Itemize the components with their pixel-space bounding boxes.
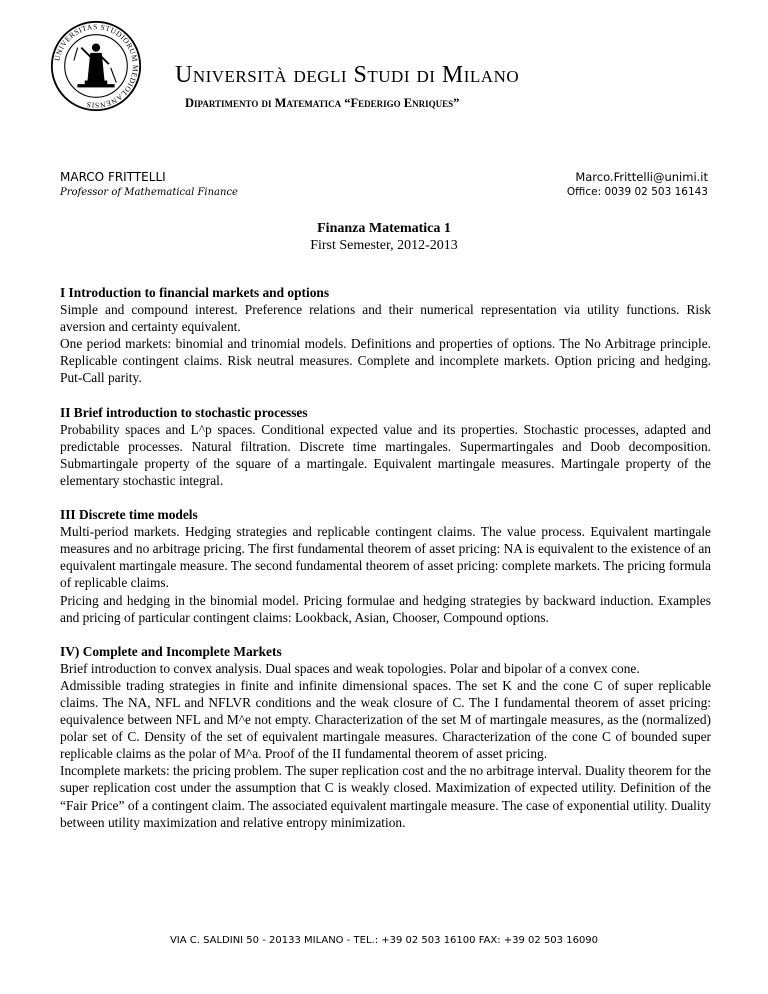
professor-name: MARCO FRITTELLI [60,170,166,184]
section-paragraph: Probability spaces and L^p spaces. Conditional expected value and its properties. Stochastic processes, adapted and predictable processes. Natural filtration. Discrete time martingales. Supermartingales and Doob decomposition. Submartingale property of the square of a martingale. Equivalent martingale measures. Martingale property of the elementary stochastic integral. [60,421,711,488]
department-name: Dipartimento di Matematica “Federigo Enriques” [185,96,460,110]
section-paragraph: Brief introduction to convex analysis. Dual spaces and weak topologies. Polar and bipolar of a convex cone. [60,660,640,676]
course-title: Finanza Matematica 1 [317,221,451,236]
section-paragraph: Multi-period markets. Hedging strategies and replicable contingent claims. The value process. Equivalent martingale measures and no arbitrage pricing. The first fundamental theorem of asset pricing: NA is equivalent to the existence of an equivalent martingale measure. The second fundamental theorem of asset pricing: complete markets. The pricing formula of replicable claims. [60,524,711,591]
section-heading: IV) Complete and Incomplete Markets [60,643,282,659]
section-paragraph: Simple and compound interest. Preference relations and their numerical representation via utility functions. Risk aversion and certainty equivalent. [60,302,711,335]
university-name: Università degli Studi di Milano [175,62,520,88]
section-paragraph: One period markets: binomial and trinomial models. Definitions and properties of options. The No Arbitrage principle. Replicable contingent claims. Risk neutral measures. Complete and incomplete markets. Option pricing and hedging. Put-Call parity. [60,336,711,386]
section-complete-incomplete-markets [60,643,711,831]
section-heading: I Introduction to financial markets and options [60,285,330,300]
course-semester: First Semester, 2012-2013 [310,238,458,253]
section-heading: III Discrete time models [60,507,198,523]
university-seal-icon [50,20,142,112]
section-paragraph: Pricing and hedging in the binomial model. Pricing formulae and hedging strategies by backward induction. Examples and pricing of particular contingent claims: Lookback, Asian, Chooser, Compound options. [60,592,711,625]
section-paragraph: Admissible trading strategies in finite and infinite dimensional spaces. The set K and the cone C of super replicable claims. The NA, NFL and NFLVR conditions and the weak closure of C. The I fundamental theorem of asset pricing: equivalence between NFL and M^e not empty. Characterization of the set M of martingale measures, as the (normalized) polar set of C. Density of the set of equivalent martingale measures. Characterization of the cone C of bounded super replicable claims as the polar of M^a. Proof of the II fundamental theorem of asset pricing. [60,677,711,762]
syllabus-content [60,284,711,848]
seal-text: UNIVERSITAS STUDIORUM MEDIOLANENSIS [52,22,140,110]
footer-address: VIA C. SALDINI 50 - 20133 MILANO - TEL.: +39 02 503 16100 FAX: +39 02 503 16090 [169,935,599,946]
office-phone: Office: 0039 02 503 16143 [566,186,708,198]
email-address: Marco.Frittelli@unimi.it [575,170,708,184]
section-heading: II Brief introduction to stochastic processes [60,404,308,420]
section-introduction [60,284,711,387]
section-stochastic-processes [60,404,711,489]
professor-title: Professor of Mathematical Finance [60,187,238,198]
section-discrete-time-models [60,506,711,626]
section-paragraph: Incomplete markets: the pricing problem. The super replication cost and the no arbitrage interval. Duality theorem for the super replication cost under the assumption that C is weakly closed. Maximization of expected utility. Definition of the “Fair Price” of a contingent claim. The associated equivalent martingale measure. The case of exponential utility. Duality between utility maximization and relative entropy minimization. [60,763,711,830]
